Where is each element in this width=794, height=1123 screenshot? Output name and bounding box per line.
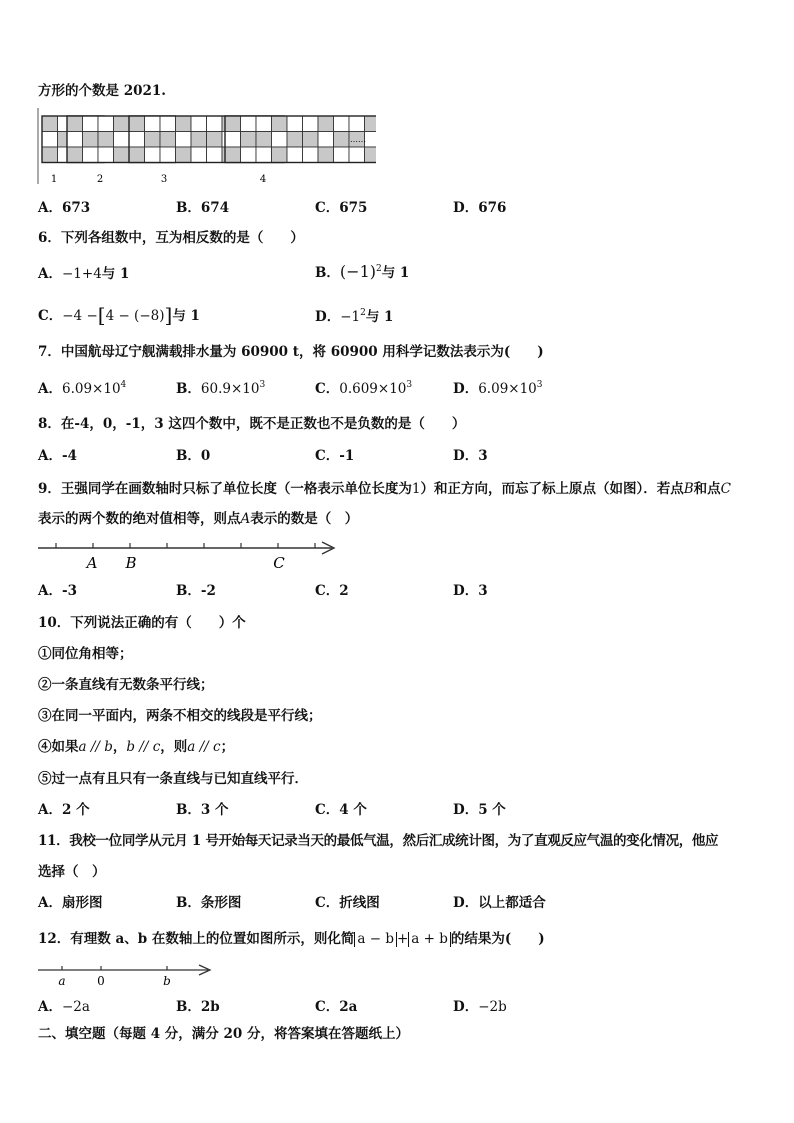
q6-option-d[interactable]: D．$-1^2$与 1 xyxy=(315,308,394,325)
q7-option-a[interactable]: A．$6.09\times 10^4$ xyxy=(38,380,127,397)
q12-stem: 12．有理数 a、b 在数轴上的位置如图所示，则化简 a − b + a + b 的结果为( ) xyxy=(38,931,545,947)
q5-option-c[interactable]: C．675 xyxy=(315,200,368,216)
figure-label-1: 1 xyxy=(50,174,58,185)
pattern-square xyxy=(225,116,241,132)
q9-stem-line1: 9．王强同学在画数轴时只标了单位长度（一格表示单位长度为1）和正方向，而忘了标上原点（如图）．若点B和点C xyxy=(38,481,732,497)
q5-option-b[interactable]: B．674 xyxy=(176,200,230,216)
q10-statement-2: ②一条直线有无数条平行线； xyxy=(38,677,214,693)
pattern-square xyxy=(318,147,334,163)
q8-option-b[interactable]: B．0 xyxy=(176,448,211,464)
q12-option-d[interactable]: D．−2b xyxy=(453,999,507,1015)
q5-option-a[interactable]: A．673 xyxy=(38,200,91,216)
pattern-square xyxy=(176,147,192,163)
figure-label-2: 2 xyxy=(96,174,104,185)
q10-statement-1: ①同位角相等； xyxy=(38,646,133,662)
pattern-square xyxy=(191,116,207,132)
q12-abs-2: a + b xyxy=(408,932,451,947)
pattern-square xyxy=(334,116,350,132)
q8-option-a[interactable]: A．-4 xyxy=(38,448,77,464)
pattern-square xyxy=(272,147,288,163)
pattern-square xyxy=(207,116,223,132)
q9-option-a[interactable]: A．-3 xyxy=(38,583,77,599)
pattern-square xyxy=(145,116,161,132)
pattern-square xyxy=(303,116,319,132)
q9-label-c: C xyxy=(273,554,285,572)
pattern-square xyxy=(114,147,130,163)
pattern-square xyxy=(67,132,83,148)
pattern-square xyxy=(303,147,319,163)
q9-option-d[interactable]: D．3 xyxy=(453,583,488,599)
pattern-square xyxy=(42,116,58,132)
q6-stem: 6．下列各组数中，互为相反数的是（ ） xyxy=(38,230,304,246)
q10-statement-4: ④如果a // b，b // c，则a // c； xyxy=(38,739,235,755)
pattern-square xyxy=(318,116,334,132)
q12-option-a[interactable]: A．−2a xyxy=(38,999,90,1015)
pattern-square xyxy=(191,132,207,148)
pattern-square xyxy=(129,116,145,132)
pattern-square xyxy=(129,147,145,163)
pattern-square xyxy=(145,147,161,163)
pattern-square xyxy=(349,147,365,163)
q10-stem: 10．下列说法正确的有（ ）个 xyxy=(38,615,246,631)
pattern-square xyxy=(207,147,223,163)
q6-option-a[interactable]: A．−1+4与 1 xyxy=(38,266,130,282)
figure-label-3: 3 xyxy=(160,174,168,185)
pattern-square xyxy=(287,132,303,148)
pattern-square xyxy=(67,147,83,163)
pattern-square xyxy=(160,147,176,163)
pattern-square xyxy=(67,116,83,132)
q11-option-d[interactable]: D．以上都适合 xyxy=(453,895,546,911)
pattern-square xyxy=(272,132,288,148)
pattern-square xyxy=(98,116,114,132)
pattern-square xyxy=(241,147,257,163)
pattern-square xyxy=(272,116,288,132)
pattern-square xyxy=(176,116,192,132)
q12-option-b[interactable]: B．2b xyxy=(176,999,220,1015)
q7-option-d[interactable]: D．$6.09\times 10^3$ xyxy=(453,380,543,397)
pattern-square xyxy=(303,132,319,148)
pattern-square xyxy=(225,147,241,163)
q9-option-b[interactable]: B．-2 xyxy=(176,583,216,599)
q8-stem: 8．在-4，0，-1，3 这四个数中，既不是正数也不是负数的是（ ） xyxy=(38,416,466,432)
q11-stem-line1: 11．我校一位同学从元月 1 号开始每天记录当天的最低气温，然后汇成统计图，为了直观反应气温的变化情况，他应 xyxy=(38,833,719,849)
pattern-square xyxy=(225,132,241,148)
q9-number-line xyxy=(36,536,346,576)
pattern-square xyxy=(98,147,114,163)
q9-label-b: B xyxy=(125,554,137,572)
q12-abs-1: a − b xyxy=(354,932,397,947)
pattern-square xyxy=(83,132,99,148)
pattern-square xyxy=(145,132,161,148)
pattern-square xyxy=(114,132,130,148)
figure-label-4: 4 xyxy=(259,174,267,185)
q9-label-a: A xyxy=(86,554,98,572)
pattern-square xyxy=(241,116,257,132)
pattern-square xyxy=(241,132,257,148)
pattern-square xyxy=(256,132,272,148)
square-pattern-figure xyxy=(36,106,376,186)
q10-statement-5: ⑤过一点有且只有一条直线与已知直线平行． xyxy=(38,771,308,787)
pattern-square xyxy=(349,116,365,132)
q12-label-0: 0 xyxy=(97,974,105,988)
q9-option-c[interactable]: C．2 xyxy=(315,583,349,599)
q11-stem-line2: 选择（ ） xyxy=(38,864,106,880)
q10-statement-3: ③在同一平面内，两条不相交的线段是平行线； xyxy=(38,708,322,724)
q11-option-a[interactable]: A．扇形图 xyxy=(38,895,103,911)
q10-option-a[interactable]: A．2 个 xyxy=(38,802,90,818)
pattern-square xyxy=(365,147,377,163)
q8-option-d[interactable]: D．3 xyxy=(453,448,488,464)
pattern-square xyxy=(98,132,114,148)
q5-option-d[interactable]: D．676 xyxy=(453,200,507,216)
pattern-square xyxy=(256,116,272,132)
q9-stem-line2: 表示的两个数的绝对值相等，则点A表示的数是（ ） xyxy=(38,511,359,527)
pattern-square xyxy=(318,132,334,148)
q7-stem: 7．中国航母辽宁舰满载排水量为 60900 t，将 60900 用科学记数法表示为( ) xyxy=(38,344,544,360)
q10-option-b[interactable]: B．3 个 xyxy=(176,802,229,818)
pattern-square xyxy=(256,147,272,163)
intro-tail: 方形的个数是 2021. xyxy=(38,83,166,99)
pattern-square xyxy=(160,132,176,148)
pattern-square xyxy=(83,116,99,132)
q7-option-b[interactable]: B．$60.9\times 10^3$ xyxy=(176,380,266,397)
pattern-square xyxy=(334,132,350,148)
q7-option-c[interactable]: C．$0.609\times 10^3$ xyxy=(315,380,413,397)
pattern-square xyxy=(334,147,350,163)
pattern-square xyxy=(42,132,58,148)
section-2-heading: 二、填空题（每题 4 分，满分 20 分，将答案填在答题纸上） xyxy=(38,1026,409,1042)
q6-option-c[interactable]: C．−4 −[4 − (−8)]与 1 xyxy=(38,303,200,327)
q6-option-b[interactable]: B．$(-1)^2$与 1 xyxy=(315,262,410,281)
pattern-square xyxy=(129,132,145,148)
pattern-square xyxy=(176,132,192,148)
pattern-square xyxy=(365,132,377,148)
pattern-square xyxy=(42,147,58,163)
q12-option-c[interactable]: C．2a xyxy=(315,999,358,1015)
q12-number-line xyxy=(36,960,216,990)
q11-option-b[interactable]: B．条形图 xyxy=(176,895,242,911)
q11-option-c[interactable]: C．折线图 xyxy=(315,895,380,911)
q10-option-c[interactable]: C．4 个 xyxy=(315,802,367,818)
pattern-square xyxy=(160,116,176,132)
q12-label-a: a xyxy=(58,974,66,988)
q8-option-c[interactable]: C．-1 xyxy=(315,448,355,464)
q10-option-d[interactable]: D．5 个 xyxy=(453,802,506,818)
pattern-square xyxy=(114,116,130,132)
figure-ellipsis: …… xyxy=(350,135,366,144)
q12-label-b: b xyxy=(163,974,171,988)
pattern-square xyxy=(287,147,303,163)
pattern-square xyxy=(287,116,303,132)
pattern-square xyxy=(83,147,99,163)
pattern-square xyxy=(207,132,223,148)
pattern-square xyxy=(191,147,207,163)
pattern-square xyxy=(365,116,377,132)
